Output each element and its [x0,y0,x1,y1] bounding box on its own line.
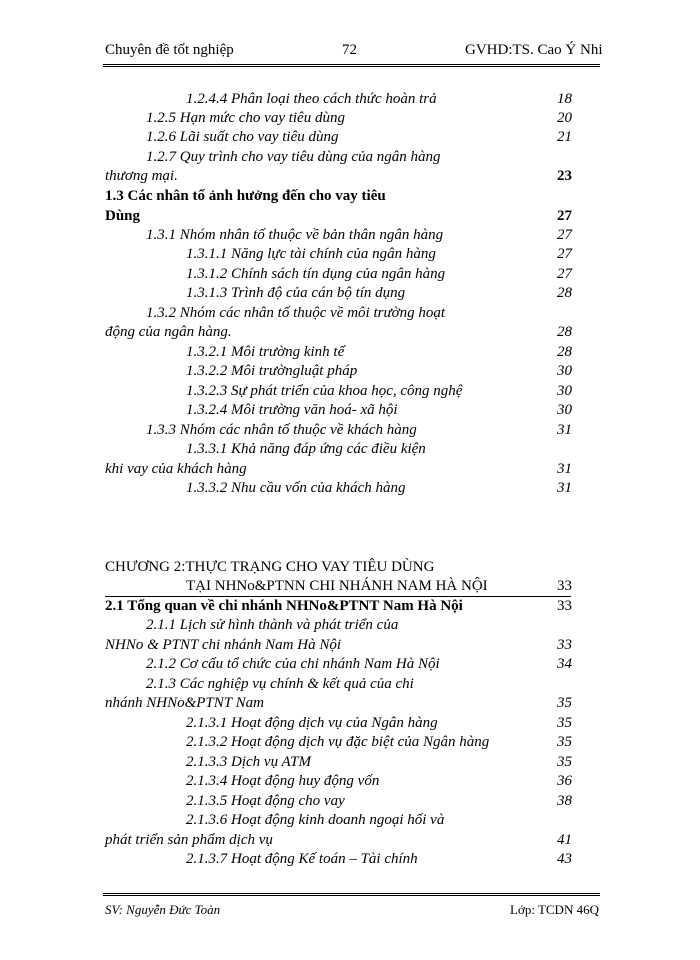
toc-entry-text: 2.1 Tổng quan về chi nhánh NHNo&PTNT Nam Hà Nội [105,598,463,614]
toc-entry-page: 28 [557,344,572,360]
toc-entry-text: 2.1.3.3 Dịch vụ ATM [186,754,311,770]
toc-entry-page: 33 [557,598,572,614]
toc-entry-page: 33 [557,637,572,653]
toc-entry-text: 2.1.2 Cơ cấu tổ chức của chi nhánh Nam Hà Nội [146,656,440,672]
toc-entry-page: 41 [557,832,572,848]
toc-entry-text: thương mại. [105,168,178,184]
header-left: Chuyên đề tốt nghiệp [105,42,234,58]
toc-entry-page: 38 [557,793,572,809]
toc-entry-text: 1.3.2 Nhóm các nhân tố thuộc về môi trường hoạt [146,305,446,321]
toc-entry-page: 35 [557,734,572,750]
footer-rule [103,893,600,896]
toc-chapter-title: TẠI NHNo&PTNN CHI NHÁNH NAM HÀ NỘI [186,578,488,594]
toc-entry-page: 31 [557,480,572,496]
toc-entry-page: 27 [557,227,572,243]
toc-entry-page: 21 [557,129,572,145]
toc-entry-text: 1.3 Các nhân tố ảnh hưởng đến cho vay tiêu [105,188,386,204]
toc-entry-text: 2.1.3.2 Hoạt động dịch vụ đặc biệt của Ngân hàng [186,734,490,750]
toc-entry-page: 35 [557,715,572,731]
toc-entry-text: 1.3.2.4 Môi trường văn hoá- xã hội [186,402,398,418]
toc-entry-text: 1.3.3 Nhóm các nhân tố thuộc về khách hàng [146,422,417,438]
toc-entry-text: 1.3.2.3 Sự phát triển của khoa học, công nghệ [186,383,463,399]
toc-entry-page: 27 [557,246,572,262]
toc-entry-text: 1.3.1 Nhóm nhân tố thuộc về bản thân ngân hàng [146,227,444,243]
toc-entry-page: 35 [557,754,572,770]
toc-entry-text: phát triển sản phẩm dịch vụ [105,832,273,848]
toc-entry-text: 2.1.3.6 Hoạt động kinh doanh ngoại hối và [186,812,445,828]
toc-entry-page: 31 [557,422,572,438]
toc-entry-page: 27 [557,266,572,282]
header-page-number: 72 [342,42,357,58]
toc-entry-page: 35 [557,695,572,711]
toc-entry-text: 1.3.3.1 Khả năng đáp ứng các điều kiện [186,441,426,457]
toc-entry-text: 1.3.1.3 Trình độ của cán bộ tín dụng [186,285,406,301]
header-right: GVHD:TS. Cao Ý Nhi [465,42,603,58]
toc-entry-page: 43 [557,851,572,867]
toc-entry-page: 34 [557,656,572,672]
toc-entry-text: nhánh NHNo&PTNT Nam [105,695,264,711]
toc-entry-text: 1.2.6 Lãi suất cho vay tiêu dùng [146,129,339,145]
toc-chapter-title: CHƯƠNG 2:THỰC TRẠNG CHO VAY TIÊU DÙNG [105,559,435,575]
toc-entry-text: NHNo & PTNT chi nhánh Nam Hà Nội [105,637,342,653]
toc-entry-text: 1.2.4.4 Phân loại theo cách thức hoàn trả [186,91,437,107]
toc-entry-page: 23 [557,168,572,184]
toc-entry-text: 2.1.3.7 Hoạt động Kế toán – Tài chính [186,851,418,867]
toc-entry-text: 2.1.3 Các nghiệp vụ chính & kết quả của chi [146,676,414,692]
toc-entry-page: 30 [557,363,572,379]
header-rule [103,64,600,67]
toc-entry-text: 2.1.3.4 Hoạt động huy động vốn [186,773,380,789]
toc-entry-text: khi vay của khách hàng [105,461,247,477]
toc-entry-text: 1.3.2.1 Môi trường kinh tế [186,344,345,360]
toc-entry-page: 28 [557,324,572,340]
toc-entry-page: 28 [557,285,572,301]
toc-entry-page: 30 [557,402,572,418]
toc-entry-text: 1.3.1.2 Chính sách tín dụng của ngân hàng [186,266,446,282]
toc-entry-text: 1.2.5 Hạn mức cho vay tiêu dùng [146,110,345,126]
toc-entry-text: 1.2.7 Quy trình cho vay tiêu dùng của ngân hàng [146,149,441,165]
toc-entry-text: 1.3.2.2 Môi trườngluật pháp [186,363,358,379]
toc-entry-text: 1.3.1.1 Năng lực tài chính của ngân hàng [186,246,436,262]
toc-entry-text: 2.1.3.1 Hoạt động dịch vụ của Ngân hàng [186,715,438,731]
toc-entry-text: động của ngân hàng. [105,324,232,340]
toc-entry-page: 20 [557,110,572,126]
toc-entry-text: 2.1.3.5 Hoạt động cho vay [186,793,345,809]
toc-entry-page: 36 [557,773,572,789]
toc-entry-text: Dùng [105,208,141,224]
toc-entry-page: 27 [557,208,572,224]
toc-entry-text: 2.1.1 Lịch sử hình thành và phát triển của [146,617,399,633]
toc-entry-page: 18 [557,91,572,107]
toc-entry-page: 31 [557,461,572,477]
footer-right: Lớp: TCDN 46Q [510,902,599,917]
toc-entry-page: 30 [557,383,572,399]
toc-entry-page: 33 [557,578,572,594]
toc-entry-text: 1.3.3.2 Nhu cầu vốn của khách hàng [186,480,406,496]
footer-left: SV: Nguyễn Đức Toàn [105,902,221,917]
